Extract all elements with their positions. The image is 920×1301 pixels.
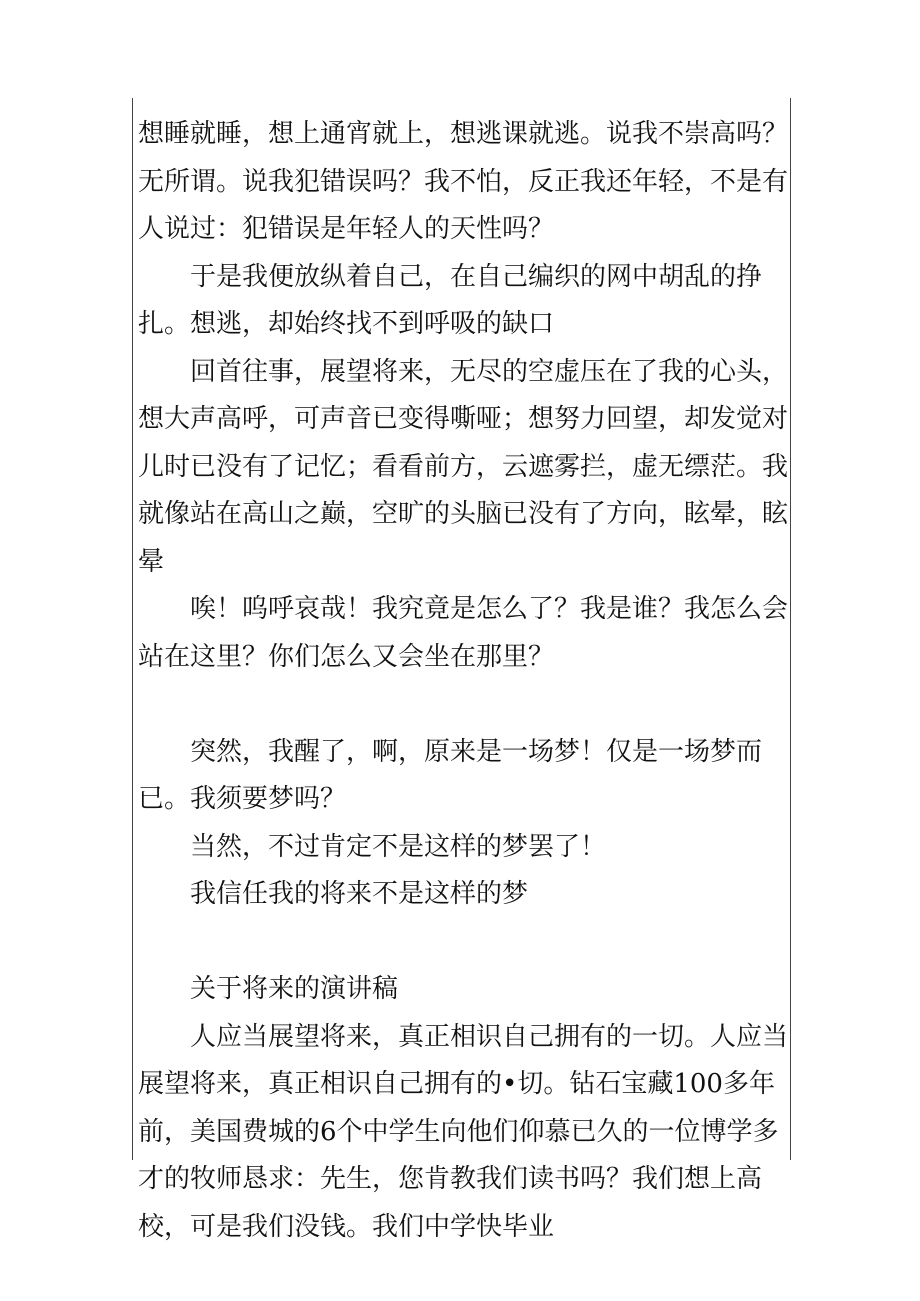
paragraph: 人应当展望将来，真正相识自己拥有的一切。人应当展望将来，真正相识自己拥有的•切。钻石宝藏100多年前，美国费城的6个中学生向他们仰慕已久的一位博学多才的牧师恳求：先生，您肯教我们读书吗？我们想上高校，可是我们没钱。我们中学快毕业 xyxy=(138,1021,789,1242)
left-border-line xyxy=(132,98,133,1160)
blank-line xyxy=(138,919,788,967)
section-title: 关于将来的演讲稿 xyxy=(190,974,399,1004)
paragraph: 于是我便放纵着自己，在自己编织的网中胡乱的挣扎。想逃，却始终找不到呼吸的缺口 xyxy=(138,261,763,339)
paragraph: 当然，不过肯定不是这样的梦罢了！ xyxy=(190,831,607,862)
paragraph: 想睡就睡，想上通宵就上，想逃课就逃。说我不崇高吗？无所谓。说我犯错误吗？我不怕，反正我还年轻，不是有人说过：犯错误是年轻人的天性吗？ xyxy=(138,119,789,244)
paragraph: 突然，我醒了，啊，原来是一场梦！仅是一场梦而已。我须要梦吗？ xyxy=(138,736,763,814)
paragraph: 我信任我的将来不是这样的梦 xyxy=(190,879,529,909)
paragraph: 回首往事，展望将来，无尽的空虚压在了我的心头，想大声高呼，可声音已变得嘶哑；想努力回望，却发觉对儿时已没有了记忆；看看前方，云遮雾拦，虚无缥茫。我就像站在高山之巅，空旷的头脑已没有了方向，眩晕，眩晕 xyxy=(138,356,789,577)
paragraph: 唉！呜呼哀哉！我究竟是怎么了？我是谁？我怎么会站在这里？你们怎么又会坐在那里？ xyxy=(138,594,789,672)
document-body xyxy=(138,111,788,1251)
right-border-line xyxy=(790,98,791,1160)
blank-line xyxy=(138,681,788,729)
